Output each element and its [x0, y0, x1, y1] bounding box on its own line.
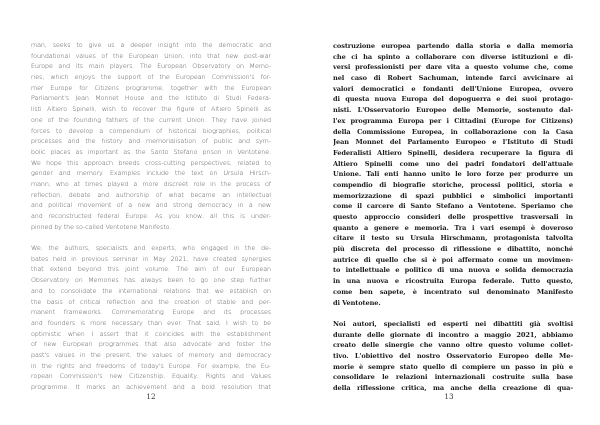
text-line: mer Europe for Citizens programme, together with the European: [31, 84, 271, 92]
text-line: versi professionisti per dare vita a questo volume che, come: [333, 63, 573, 72]
text-line: bates held in previous seminar in May 2021, have created synergies: [31, 255, 271, 263]
text-line: that extend beyond this joint volume. The aim of our European: [31, 266, 271, 274]
text-line: programme. It marks an achievement and a bold resolution that: [31, 384, 271, 391]
text-line: to intellettuale e politico di una nuova e solida democrazia: [333, 266, 573, 275]
text-line: Europe and its main players. The European Observatory on Memo-: [31, 63, 271, 71]
right-text-column: [333, 41, 573, 394]
text-line: mann, who at times played a more discreet role in the process of: [31, 180, 271, 188]
text-line: più discreta del processo di riflessione e dibattito, nonché: [333, 245, 573, 254]
text-line: di Ventotene.: [333, 298, 381, 307]
text-line: pinned by the so-called Ventotene Manifesto.: [31, 223, 172, 231]
right-paragraph-1: [333, 41, 573, 308]
text-line: autrice di quello che si è poi affermato come un movimen-: [333, 255, 573, 264]
left-text-column: [31, 41, 271, 394]
text-line: tivo. L'obiettivo del nostro Osservatorio Europeo delle Me-: [333, 351, 573, 360]
text-line: ries, which enjoys the support of the European Commission's for-: [31, 74, 271, 82]
text-line: and founders is more necessary than ever. That said, I wish to be: [31, 319, 271, 327]
text-line: Federalisti Altiero Spinelli, desidera recuperare la figura di: [333, 148, 573, 157]
text-line: forces to develop a compendium of historical biographies, political: [31, 127, 271, 135]
text-line: di questa nuova Europa del dopoguerra e dei suoi protago-: [333, 95, 573, 104]
text-line: of new European programmes that also advocate and foster the: [31, 341, 271, 349]
text-line: in the rights and freedoms of today's Europe. For example, the Eu-: [31, 362, 271, 370]
text-line: ropean Commission's new Citizenship, Equality, Rights and Values: [31, 373, 271, 381]
text-line: optimistic when I assert that it coincides with the establishment: [31, 330, 271, 338]
text-line: Altiero Spinelli come uno dei padri fondatori dell'attuale: [333, 159, 573, 168]
text-line: We hope this approach breeds cross-cutting perspectives, related to: [31, 159, 271, 167]
text-line: gender and memory. Examples include the text on Ursula Hirsch-: [31, 170, 271, 178]
text-line: processes and the history and memorialisation of public and sym-: [31, 138, 271, 146]
page-number-left: 12: [146, 392, 156, 401]
left-paragraph-1: [31, 41, 271, 233]
page-number-right: 13: [444, 392, 454, 401]
text-line: compendio di biografie storiche, processi politici, storia e: [333, 180, 573, 189]
right-paragraph-2: [333, 319, 573, 394]
text-line: durante delle giornate di incontro a maggio 2021, abbiamo: [333, 330, 573, 339]
text-line: costruzione europea partendo dalla storia e dalla memoria: [333, 42, 573, 50]
text-line: come il carcere di Santo Stefano a Ventotene. Speriamo che: [333, 202, 573, 211]
text-line: della riflessione critica, ma anche della creazione di qua-: [333, 384, 573, 392]
text-line: come ben sapete, è incentrato sul denominato Manifesto: [333, 287, 573, 296]
text-line: che ci ha spinto a collaborare con diverse istituzioni e di-: [333, 52, 573, 61]
text-line: della Commissione Europea, in collaborazione con la Casa: [333, 127, 573, 136]
left-paragraph-2: [31, 244, 271, 394]
text-line: nisti. L'Osservatorio Europeo delle Memorie, sostenuto dal-: [333, 106, 573, 115]
text-line: reflection, debate and authorship of what became an intellectual: [31, 191, 271, 199]
text-line: bolic places as important as the Santo Stefano prison in Ventotene.: [31, 148, 271, 156]
text-line: We, the authors, specialists and experts, who engaged in the de-: [31, 245, 271, 253]
text-line: and political movement of a new and strong democracy in a new: [31, 202, 271, 210]
text-line: valori democratici e fondanti dell'Unione Europea, ovvero: [333, 84, 573, 93]
text-line: Unione. Tali enti hanno unito le loro forze per produrre un: [333, 170, 573, 179]
text-line: foundational values of the European Union, into that new post-war: [31, 52, 271, 60]
text-line: l'ex programma Europa per i Cittadini (Europe for Citizens): [333, 116, 573, 125]
text-line: the basis of critical reflection and the creation of stable and per-: [31, 298, 271, 306]
text-line: and to consolidate the international relations that we establish on: [31, 287, 271, 295]
text-line: nel caso di Robert Sachuman, intende farci avvicinare ai: [333, 74, 573, 83]
text-line: Noi autori, specialisti ed esperti nei dibattiti già svoltisi: [333, 319, 573, 328]
text-line: past's values in the present, the values of memory and democracy: [31, 351, 271, 359]
text-line: memorizzazione di spazi pubblici e simbolici importanti: [333, 191, 573, 200]
text-line: quanto a genere e memoria. Tra i vari esempi è doveroso: [333, 223, 573, 232]
text-line: Parliament's Jean Monnet House and the Istituto di Studi Federa-: [31, 95, 271, 103]
text-line: one of the founding fathers of the current Union. They have joined: [31, 116, 271, 124]
text-line: morie è sempre stato quello di compiere un passo in più e: [333, 362, 573, 371]
text-line: questo approccio consideri delle prospettive trasversali in: [333, 213, 573, 221]
text-line: and reconstructed federal Europe. As you know, all this is under-: [31, 213, 271, 220]
text-line: consolidare le relazioni internazionali costruite sulla base: [333, 373, 573, 382]
text-line: manent frameworks. Commemorating Europe and its processes: [31, 309, 271, 317]
text-line: Observatory on Memories has always been to go one step further: [31, 277, 271, 285]
text-line: man, seeks to give us a deeper insight into the democratic and: [31, 42, 271, 49]
right-page: [300, 0, 600, 425]
text-line: listi Altiero Spinelli, wish to recover the figure of Altiero Spinelli as: [31, 106, 271, 114]
text-line: in una nuova e ricostruita Europa federale. Tutto questo,: [333, 277, 573, 286]
text-line: Jean Monnet del Parlamento Europeo e l'Istituto di Studi: [333, 138, 573, 147]
text-line: creato delle sinergie che vanno oltre questo volume collet-: [333, 341, 573, 350]
text-line: citare il testo su Ursula Hirschmann, protagonista talvolta: [333, 234, 573, 243]
